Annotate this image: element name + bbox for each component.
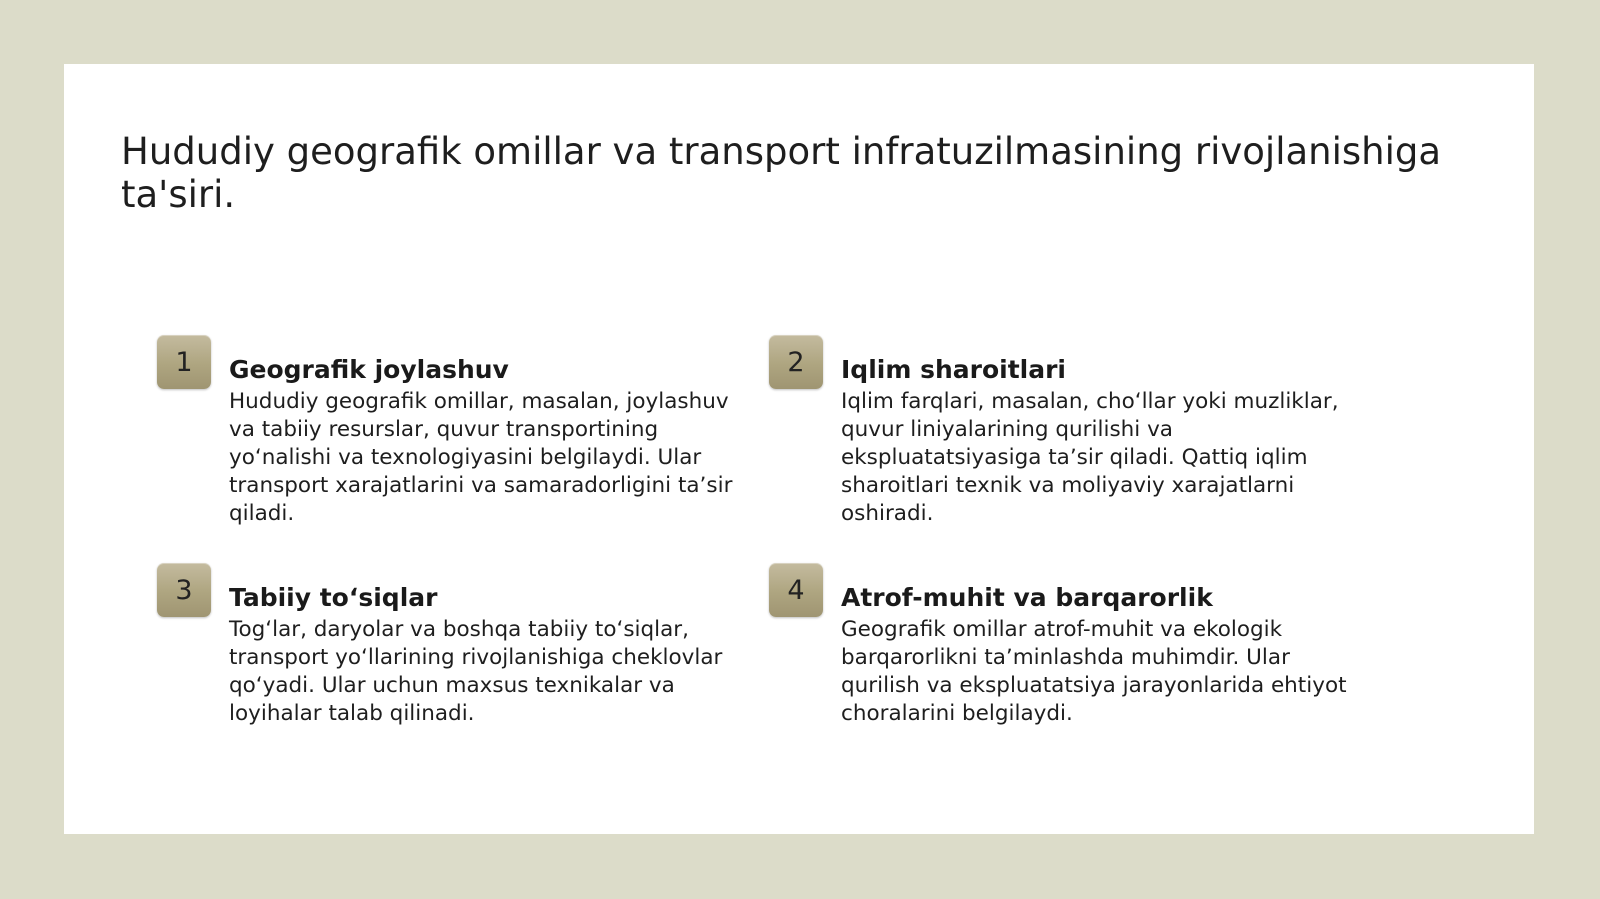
item-description: Togʻlar, daryolar va boshqa tabiiy toʻsiqlar, transport yoʻllarining rivojlanishiga cheklovlar qoʻyadi. Ular uchun maxsus texnikalar va loyihalar talab qilinadi. — [229, 617, 723, 726]
item-heading: Geografik joylashuv — [229, 355, 509, 384]
item-description: Geografik omillar atrof-muhit va ekologik barqarorlikni taʼminlashda muhimdir. Ular qurilish va ekspluatatsiya jarayonlarida ehtiyot choralarini belgilaydi. — [841, 617, 1347, 726]
number-badge: 4 — [769, 563, 823, 617]
item-description: Hududiy geografik omillar, masalan, joylashuv va tabiiy resurslar, quvur transportining yoʻnalishi va texnologiyasini belgilaydi. Ular transport xarajatlarini va samaradorligini taʼsir qiladi. — [229, 389, 733, 526]
slide-title: Hududiy geografik omillar va transport infratuzilmasining rivojlanishiga ta'siri. — [121, 130, 1442, 216]
number-badge: 2 — [769, 335, 823, 389]
item-heading: Iqlim sharoitlari — [841, 355, 1066, 384]
slide-card — [64, 64, 1534, 834]
number-badge: 3 — [157, 563, 211, 617]
item-heading: Tabiiy toʻsiqlar — [229, 583, 438, 612]
item-description: Iqlim farqlari, masalan, choʻllar yoki muzliklar, quvur liniyalarining qurilishi va ekspluatatsiyasiga taʼsir qiladi. Qattiq iqlim sharoitlari texnik va moliyaviy xarajatlarni oshiradi. — [841, 389, 1339, 526]
number-badge: 1 — [157, 335, 211, 389]
item-heading: Atrof-muhit va barqarorlik — [841, 583, 1213, 612]
